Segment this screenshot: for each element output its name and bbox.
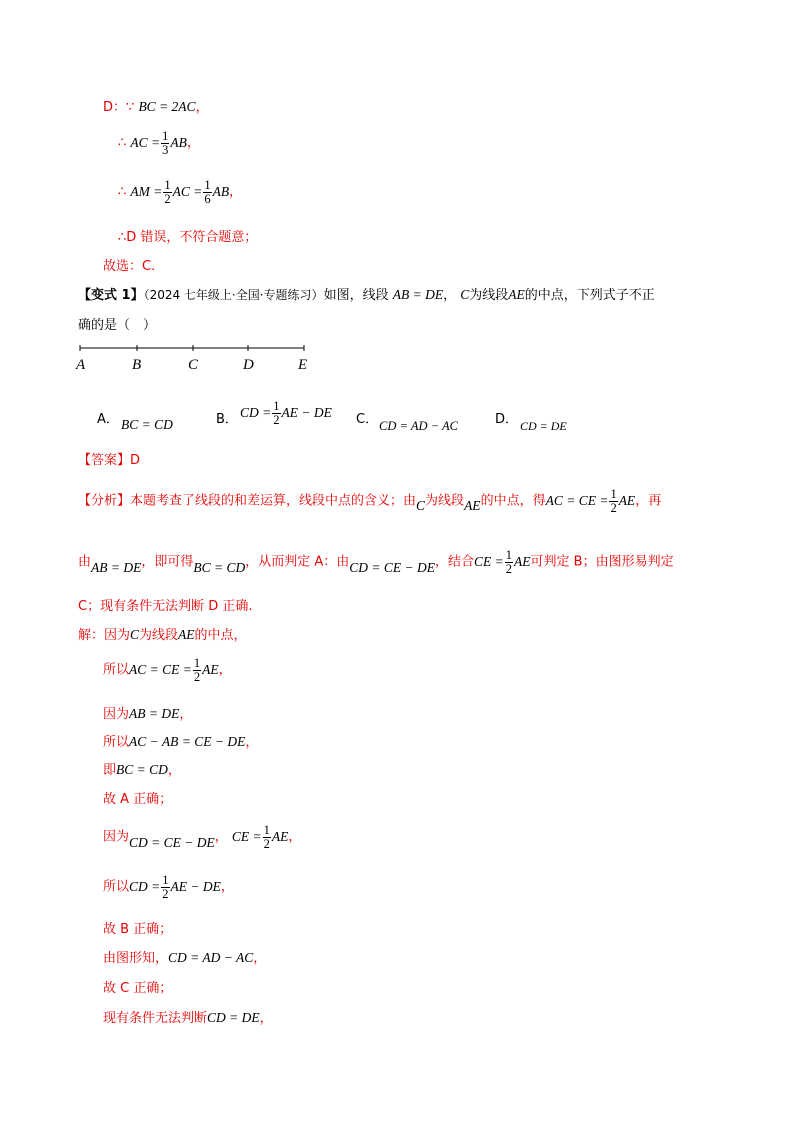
eq-ab-de: AB = DE bbox=[91, 559, 142, 575]
segment-ae: AE bbox=[178, 627, 195, 642]
fraction bbox=[193, 657, 201, 684]
d-wrong-line: ∴D 错误，不符合题意； bbox=[118, 230, 258, 245]
option-c-label: C． bbox=[356, 412, 379, 427]
label-b: B bbox=[132, 357, 142, 373]
comma: ， bbox=[179, 707, 193, 722]
solution-line9: 故 B 正确； bbox=[103, 922, 173, 937]
frac-den: 2 bbox=[505, 561, 513, 576]
d-eq1: BC = 2AC bbox=[138, 99, 196, 114]
variant-source: （2024 七年级上·全国·专题练习） bbox=[143, 288, 324, 302]
comma: ， bbox=[214, 829, 228, 845]
label-d: D bbox=[243, 357, 254, 373]
variant-line1 bbox=[78, 287, 655, 304]
label-a: A bbox=[76, 357, 86, 373]
eq-left: AC = CE = bbox=[545, 493, 609, 508]
analysis-text: 为线段 bbox=[425, 493, 465, 509]
analysis-text: 可判定 B；由图形易判定 bbox=[530, 554, 674, 570]
solution-line1 bbox=[78, 627, 247, 644]
solution-text: 由图形知， bbox=[103, 951, 169, 966]
point-c: C bbox=[416, 497, 426, 513]
eq-right: AE bbox=[202, 662, 219, 677]
analysis-line2 bbox=[78, 547, 674, 583]
solution-text: 解：因为 bbox=[78, 628, 131, 643]
eq-cd: CD = CE − DE bbox=[349, 559, 436, 575]
solution-line4 bbox=[103, 734, 258, 751]
solution-text: 即 bbox=[103, 763, 117, 778]
eq-difference: AC − AB = CE − DE bbox=[129, 734, 246, 749]
frac-num: 1 bbox=[164, 177, 171, 192]
comma: ， bbox=[220, 879, 234, 895]
eq-left: CE = bbox=[474, 554, 504, 569]
therefore-symbol: ∴ bbox=[118, 135, 127, 151]
label-e: E bbox=[298, 357, 308, 373]
eq-ab-de: AB = DE bbox=[129, 706, 180, 721]
comma: ， bbox=[253, 951, 267, 966]
frac-num: 1 bbox=[505, 547, 513, 562]
solution-text: 现有条件无法判断 bbox=[103, 1011, 208, 1026]
fraction bbox=[161, 874, 169, 901]
fraction bbox=[609, 488, 617, 515]
analysis-line1 bbox=[78, 486, 661, 521]
d-eq3-line bbox=[118, 177, 242, 208]
eq3-right: AB bbox=[212, 184, 230, 199]
solution-text: 的中点， bbox=[194, 628, 247, 643]
comma: ， bbox=[288, 829, 302, 845]
frac-num: 1 bbox=[273, 398, 280, 413]
answer-line: 【答案】D bbox=[78, 453, 141, 468]
solution-line12 bbox=[103, 1010, 273, 1027]
frac-num: 1 bbox=[162, 872, 169, 887]
option-a-eq: BC = CD bbox=[121, 417, 173, 432]
option-b-eq bbox=[240, 398, 332, 429]
variant-tag: 【变式 1】 bbox=[78, 288, 144, 303]
analysis-line3: C；现有条件无法判断 D 正确. bbox=[78, 599, 253, 614]
comma: ， bbox=[218, 662, 232, 678]
frac-den: 2 bbox=[164, 191, 171, 206]
fraction bbox=[505, 549, 513, 576]
solution-line5 bbox=[103, 762, 181, 779]
eq-cd-ad-ac: CD = AD − AC bbox=[168, 950, 254, 965]
analysis-label: 【分析】 bbox=[78, 493, 131, 509]
option-a-label: A． bbox=[97, 412, 119, 427]
frac-den: 2 bbox=[273, 412, 280, 427]
frac-den: 2 bbox=[162, 886, 169, 901]
eq-left: CD = bbox=[129, 879, 161, 894]
eq-right: AE − DE bbox=[281, 405, 332, 420]
solution-line8 bbox=[103, 872, 234, 903]
comma: ， bbox=[167, 763, 181, 778]
eq2-left: AC = bbox=[130, 135, 161, 150]
label-c: C bbox=[188, 357, 199, 373]
segment-ae: AE bbox=[464, 497, 481, 513]
analysis-text: ，即可得 bbox=[141, 554, 194, 570]
analysis-text: ，再 bbox=[635, 493, 662, 509]
frac-den: 2 bbox=[193, 669, 201, 684]
eq-right: AE bbox=[514, 554, 531, 569]
solution-text: 所以 bbox=[103, 662, 130, 678]
variant-text: 如图，线段 bbox=[323, 288, 389, 303]
analysis-text: 的中点，得 bbox=[480, 493, 546, 509]
frac-num: 1 bbox=[204, 177, 211, 192]
fraction bbox=[161, 130, 169, 157]
fraction bbox=[203, 179, 211, 206]
eq-left: CE = bbox=[231, 829, 262, 844]
option-c-eq: CD = AD − AC bbox=[379, 419, 458, 433]
solution-text: 因为 bbox=[103, 829, 130, 845]
comma: ， bbox=[229, 184, 243, 200]
eq-right: AE bbox=[271, 829, 289, 844]
d-eq2-line bbox=[118, 128, 200, 159]
analysis-text: ，从而判定 A：由 bbox=[245, 554, 350, 570]
option-d-label: D． bbox=[495, 412, 519, 427]
solution-line3 bbox=[103, 706, 192, 723]
comma: ， bbox=[443, 288, 457, 303]
fraction bbox=[263, 824, 271, 851]
eq-left: AC = CE = bbox=[129, 662, 192, 677]
solution-text: 所以 bbox=[103, 735, 130, 750]
variant-text: 的中点，下列式子不正 bbox=[524, 288, 655, 303]
d-line bbox=[103, 99, 209, 116]
comma: ， bbox=[186, 135, 200, 151]
eq3-left: AM = bbox=[130, 184, 163, 199]
analysis-text: 由 bbox=[78, 554, 92, 570]
solution-text: 为线段 bbox=[139, 628, 179, 643]
eq-right: AE − DE bbox=[170, 879, 221, 894]
point-c: C bbox=[460, 287, 470, 302]
variant-line2: 确的是（ ） bbox=[78, 318, 157, 333]
eq3-mid: AC = bbox=[172, 184, 203, 199]
solution-line6: 故 A 正确； bbox=[103, 792, 173, 807]
eq-cd-de: CD = DE bbox=[207, 1010, 260, 1025]
eq-bc-cd: BC = CD bbox=[116, 762, 168, 777]
segment-figure bbox=[70, 340, 320, 376]
eq-left: CD = bbox=[240, 405, 272, 420]
point-c: C bbox=[130, 627, 140, 642]
analysis-text: ，结合 bbox=[435, 554, 475, 570]
variant-text: 为线段 bbox=[469, 288, 509, 303]
comma: ， bbox=[195, 100, 209, 115]
eq2-right: AB bbox=[170, 135, 187, 150]
option-d-eq: CD = DE bbox=[520, 419, 567, 433]
solution-line7 bbox=[103, 822, 301, 858]
fraction bbox=[272, 400, 280, 427]
d-label: D：∵ bbox=[103, 100, 135, 115]
solution-text: 因为 bbox=[103, 707, 130, 722]
fraction bbox=[163, 179, 171, 206]
analysis-text: 本题考查了线段的和差运算，线段中点的含义；由 bbox=[130, 493, 417, 509]
frac-den: 3 bbox=[162, 142, 169, 157]
choose-line: 故选：C. bbox=[103, 259, 156, 274]
frac-num: 1 bbox=[162, 128, 169, 143]
eq-right: AE bbox=[618, 493, 636, 508]
solution-text: 所以 bbox=[103, 879, 130, 895]
eq-ab-de: AB = DE bbox=[392, 287, 444, 302]
solution-line2 bbox=[103, 655, 232, 686]
therefore-symbol: ∴ bbox=[118, 184, 127, 200]
eq-bc-cd: BC = CD bbox=[193, 559, 246, 575]
frac-den: 2 bbox=[610, 500, 617, 515]
frac-num: 1 bbox=[263, 822, 270, 837]
frac-den: 2 bbox=[263, 836, 270, 851]
comma: ， bbox=[245, 735, 259, 750]
frac-num: 1 bbox=[610, 486, 617, 501]
frac-den: 6 bbox=[204, 191, 211, 206]
solution-line11: 故 C 正确； bbox=[103, 981, 173, 996]
eq-cd: CD = CE − DE bbox=[129, 834, 215, 850]
option-b-label: B． bbox=[216, 412, 238, 427]
solution-line10 bbox=[103, 950, 266, 967]
segment-ae: AE bbox=[508, 287, 525, 302]
frac-num: 1 bbox=[193, 655, 201, 670]
comma: ， bbox=[259, 1011, 273, 1026]
